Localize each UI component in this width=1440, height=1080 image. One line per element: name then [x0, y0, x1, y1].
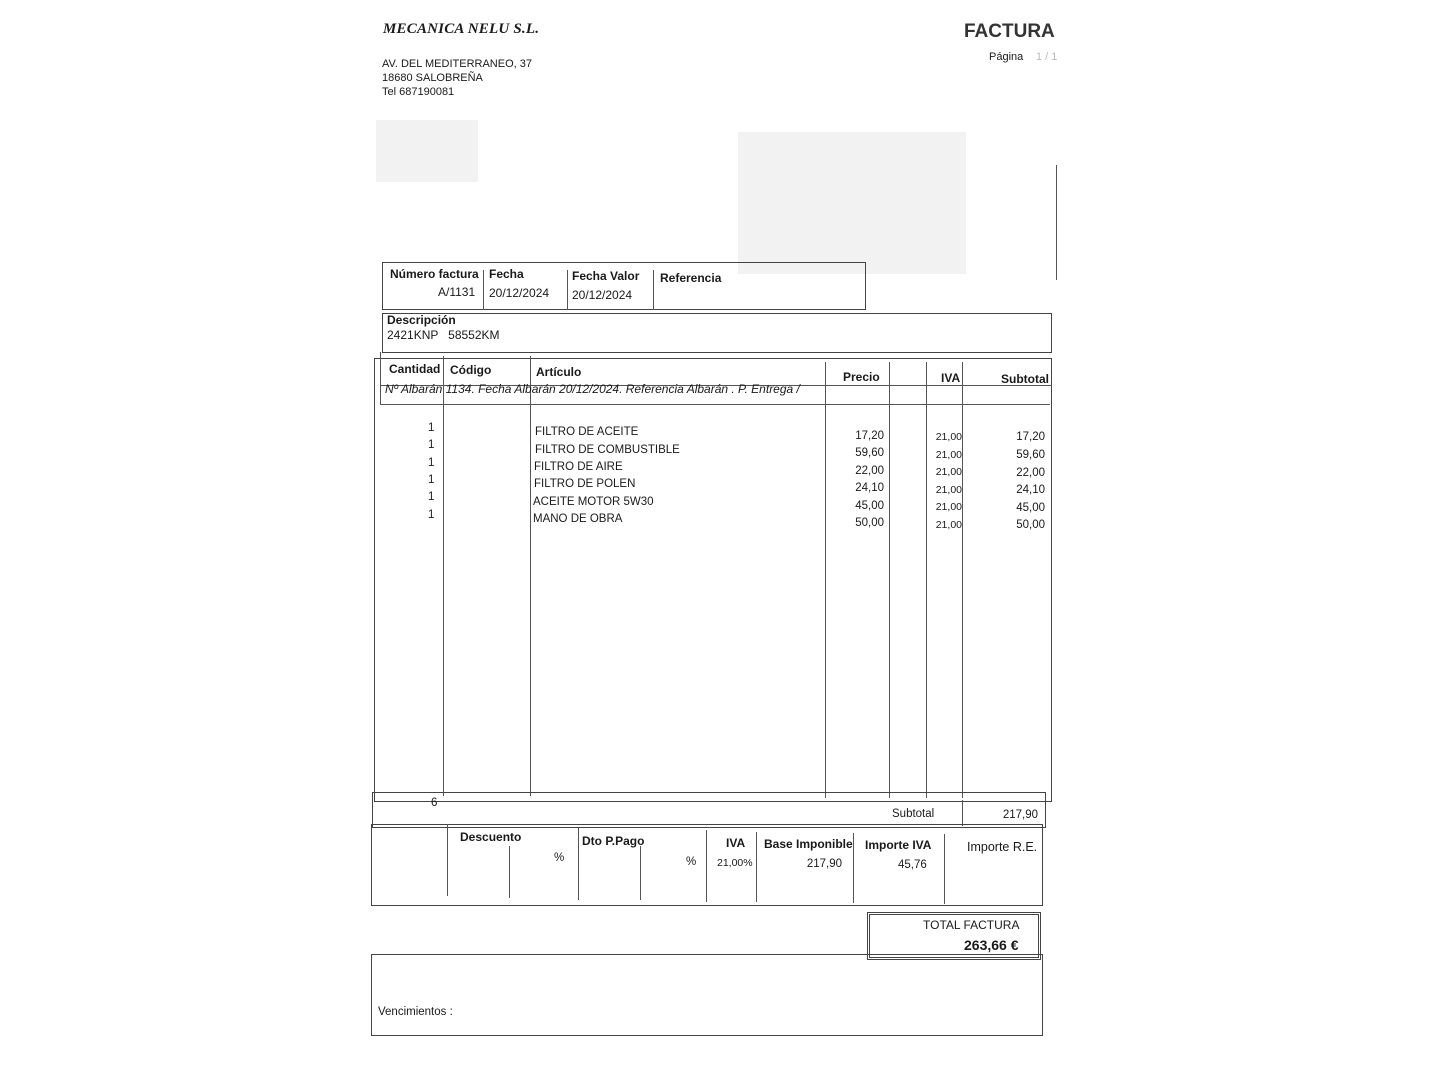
base-imponible-value: 217,90 [806, 858, 842, 870]
subtotal-row [372, 792, 1046, 828]
numero-factura-label: Número factura [390, 267, 479, 281]
scan-edge-line [1056, 165, 1057, 280]
header-divider [483, 270, 484, 310]
item-articulo: FILTRO DE AIRE [534, 461, 623, 473]
summary-divider [447, 824, 448, 896]
company-address-line2: 18680 SALOBREÑA [382, 72, 483, 84]
summary-divider [944, 834, 945, 904]
importe-iva-value: 45,76 [898, 859, 927, 871]
descripcion-value: 2421KNP 58552KM [387, 328, 500, 342]
item-subtotal: 24,10 [1016, 484, 1045, 496]
item-subtotal: 17,20 [1016, 431, 1045, 443]
header-divider [653, 270, 654, 310]
col-header-codigo: Código [450, 363, 492, 377]
item-precio: 59,60 [855, 447, 884, 459]
item-cantidad: 1 [428, 474, 435, 486]
vencimientos-box [371, 954, 1043, 1036]
item-precio: 17,20 [855, 430, 884, 442]
base-imponible-label: Base Imponible [764, 837, 853, 851]
items-table [374, 358, 1052, 802]
descuento-label: Descuento [460, 830, 522, 844]
item-articulo: FILTRO DE ACEITE [535, 426, 639, 438]
fecha-valor-label: Fecha Valor [572, 269, 640, 283]
subtotal-divider [962, 800, 963, 826]
col-divider-precio [889, 362, 890, 798]
document-title: FACTURA [964, 21, 1055, 42]
item-articulo: FILTRO DE COMBUSTIBLE [535, 444, 680, 456]
importe-re-label: Importe R.E. [967, 840, 1038, 854]
summary-divider [509, 846, 510, 898]
table-divider [380, 352, 381, 404]
item-subtotal: 45,00 [1016, 502, 1045, 514]
redacted-region [376, 120, 478, 182]
summary-divider [640, 846, 641, 900]
summary-divider [853, 833, 854, 903]
page-label: Página [989, 51, 1024, 63]
item-precio: 50,00 [855, 517, 884, 529]
item-subtotal: 59,60 [1016, 449, 1045, 461]
col-divider-cantidad [443, 356, 444, 796]
vencimientos-label: Vencimientos : [378, 1006, 453, 1018]
total-value: 263,66 € [964, 937, 1019, 953]
fecha-label: Fecha [489, 267, 524, 281]
summary-divider [756, 832, 757, 902]
item-articulo: FILTRO DE POLEN [534, 478, 636, 490]
dto-pago-pct: % [686, 856, 697, 868]
col-divider-articulo [825, 362, 826, 798]
item-iva: 21,00 [935, 449, 962, 461]
col-divider-blank [926, 362, 927, 798]
numero-factura-value: A/1131 [438, 285, 476, 299]
item-cantidad: 1 [428, 509, 435, 521]
item-iva: 21,00 [935, 431, 962, 443]
col-header-subtotal: Subtotal [1001, 372, 1049, 386]
company-address-line1: AV. DEL MEDITERRANEO, 37 [382, 58, 532, 70]
item-iva: 21,00 [935, 501, 962, 513]
subtotal-value: 217,90 [1002, 809, 1038, 821]
company-name: MECANICA NELU S.L. [383, 21, 540, 37]
item-iva: 21,00 [935, 484, 962, 496]
fecha-value: 20/12/2024 [489, 286, 550, 300]
col-header-articulo: Artículo [536, 365, 582, 379]
item-cantidad: 1 [428, 491, 435, 503]
header-divider [567, 270, 568, 310]
item-precio: 22,00 [855, 465, 884, 477]
iva-value: 21,00% [717, 857, 753, 869]
descripcion-label: Descripción [387, 313, 456, 327]
summary-divider [578, 828, 579, 900]
item-cantidad: 1 [428, 422, 435, 434]
subtotal-label: Subtotal [892, 808, 935, 820]
total-cantidad: 6 [431, 797, 438, 809]
col-divider-iva [962, 362, 963, 798]
item-subtotal: 50,00 [1016, 519, 1045, 531]
summary-divider [706, 830, 707, 902]
total-label: TOTAL FACTURA [923, 918, 1020, 932]
item-articulo: MANO DE OBRA [533, 513, 623, 525]
item-cantidad: 1 [428, 457, 435, 469]
albaran-rule [380, 404, 1050, 405]
redacted-customer-block [738, 132, 966, 274]
iva-label: IVA [726, 836, 746, 850]
item-precio: 24,10 [855, 482, 884, 494]
item-precio: 45,00 [855, 500, 884, 512]
importe-iva-label: Importe IVA [865, 838, 932, 852]
page-value: 1 / 1 [1036, 51, 1058, 63]
referencia-label: Referencia [660, 271, 722, 285]
item-articulo: ACEITE MOTOR 5W30 [533, 496, 654, 508]
fecha-valor-value: 20/12/2024 [572, 288, 633, 302]
col-divider-codigo [530, 356, 531, 796]
descuento-pct: % [554, 852, 565, 864]
item-iva: 21,00 [935, 466, 962, 478]
col-header-iva: IVA [941, 371, 961, 385]
col-header-cantidad: Cantidad [389, 362, 441, 376]
dto-pago-label: Dto P.Pago [582, 834, 645, 848]
item-subtotal: 22,00 [1016, 467, 1045, 479]
item-cantidad: 1 [428, 439, 435, 451]
col-header-precio: Precio [843, 370, 880, 384]
albaran-line: Nº Albarán 1134. Fecha Albarán 20/12/2024. Referencia Albarán . P. Entrega / [385, 382, 800, 396]
item-iva: 21,00 [935, 519, 962, 531]
company-phone: Tel 687190081 [382, 86, 455, 98]
